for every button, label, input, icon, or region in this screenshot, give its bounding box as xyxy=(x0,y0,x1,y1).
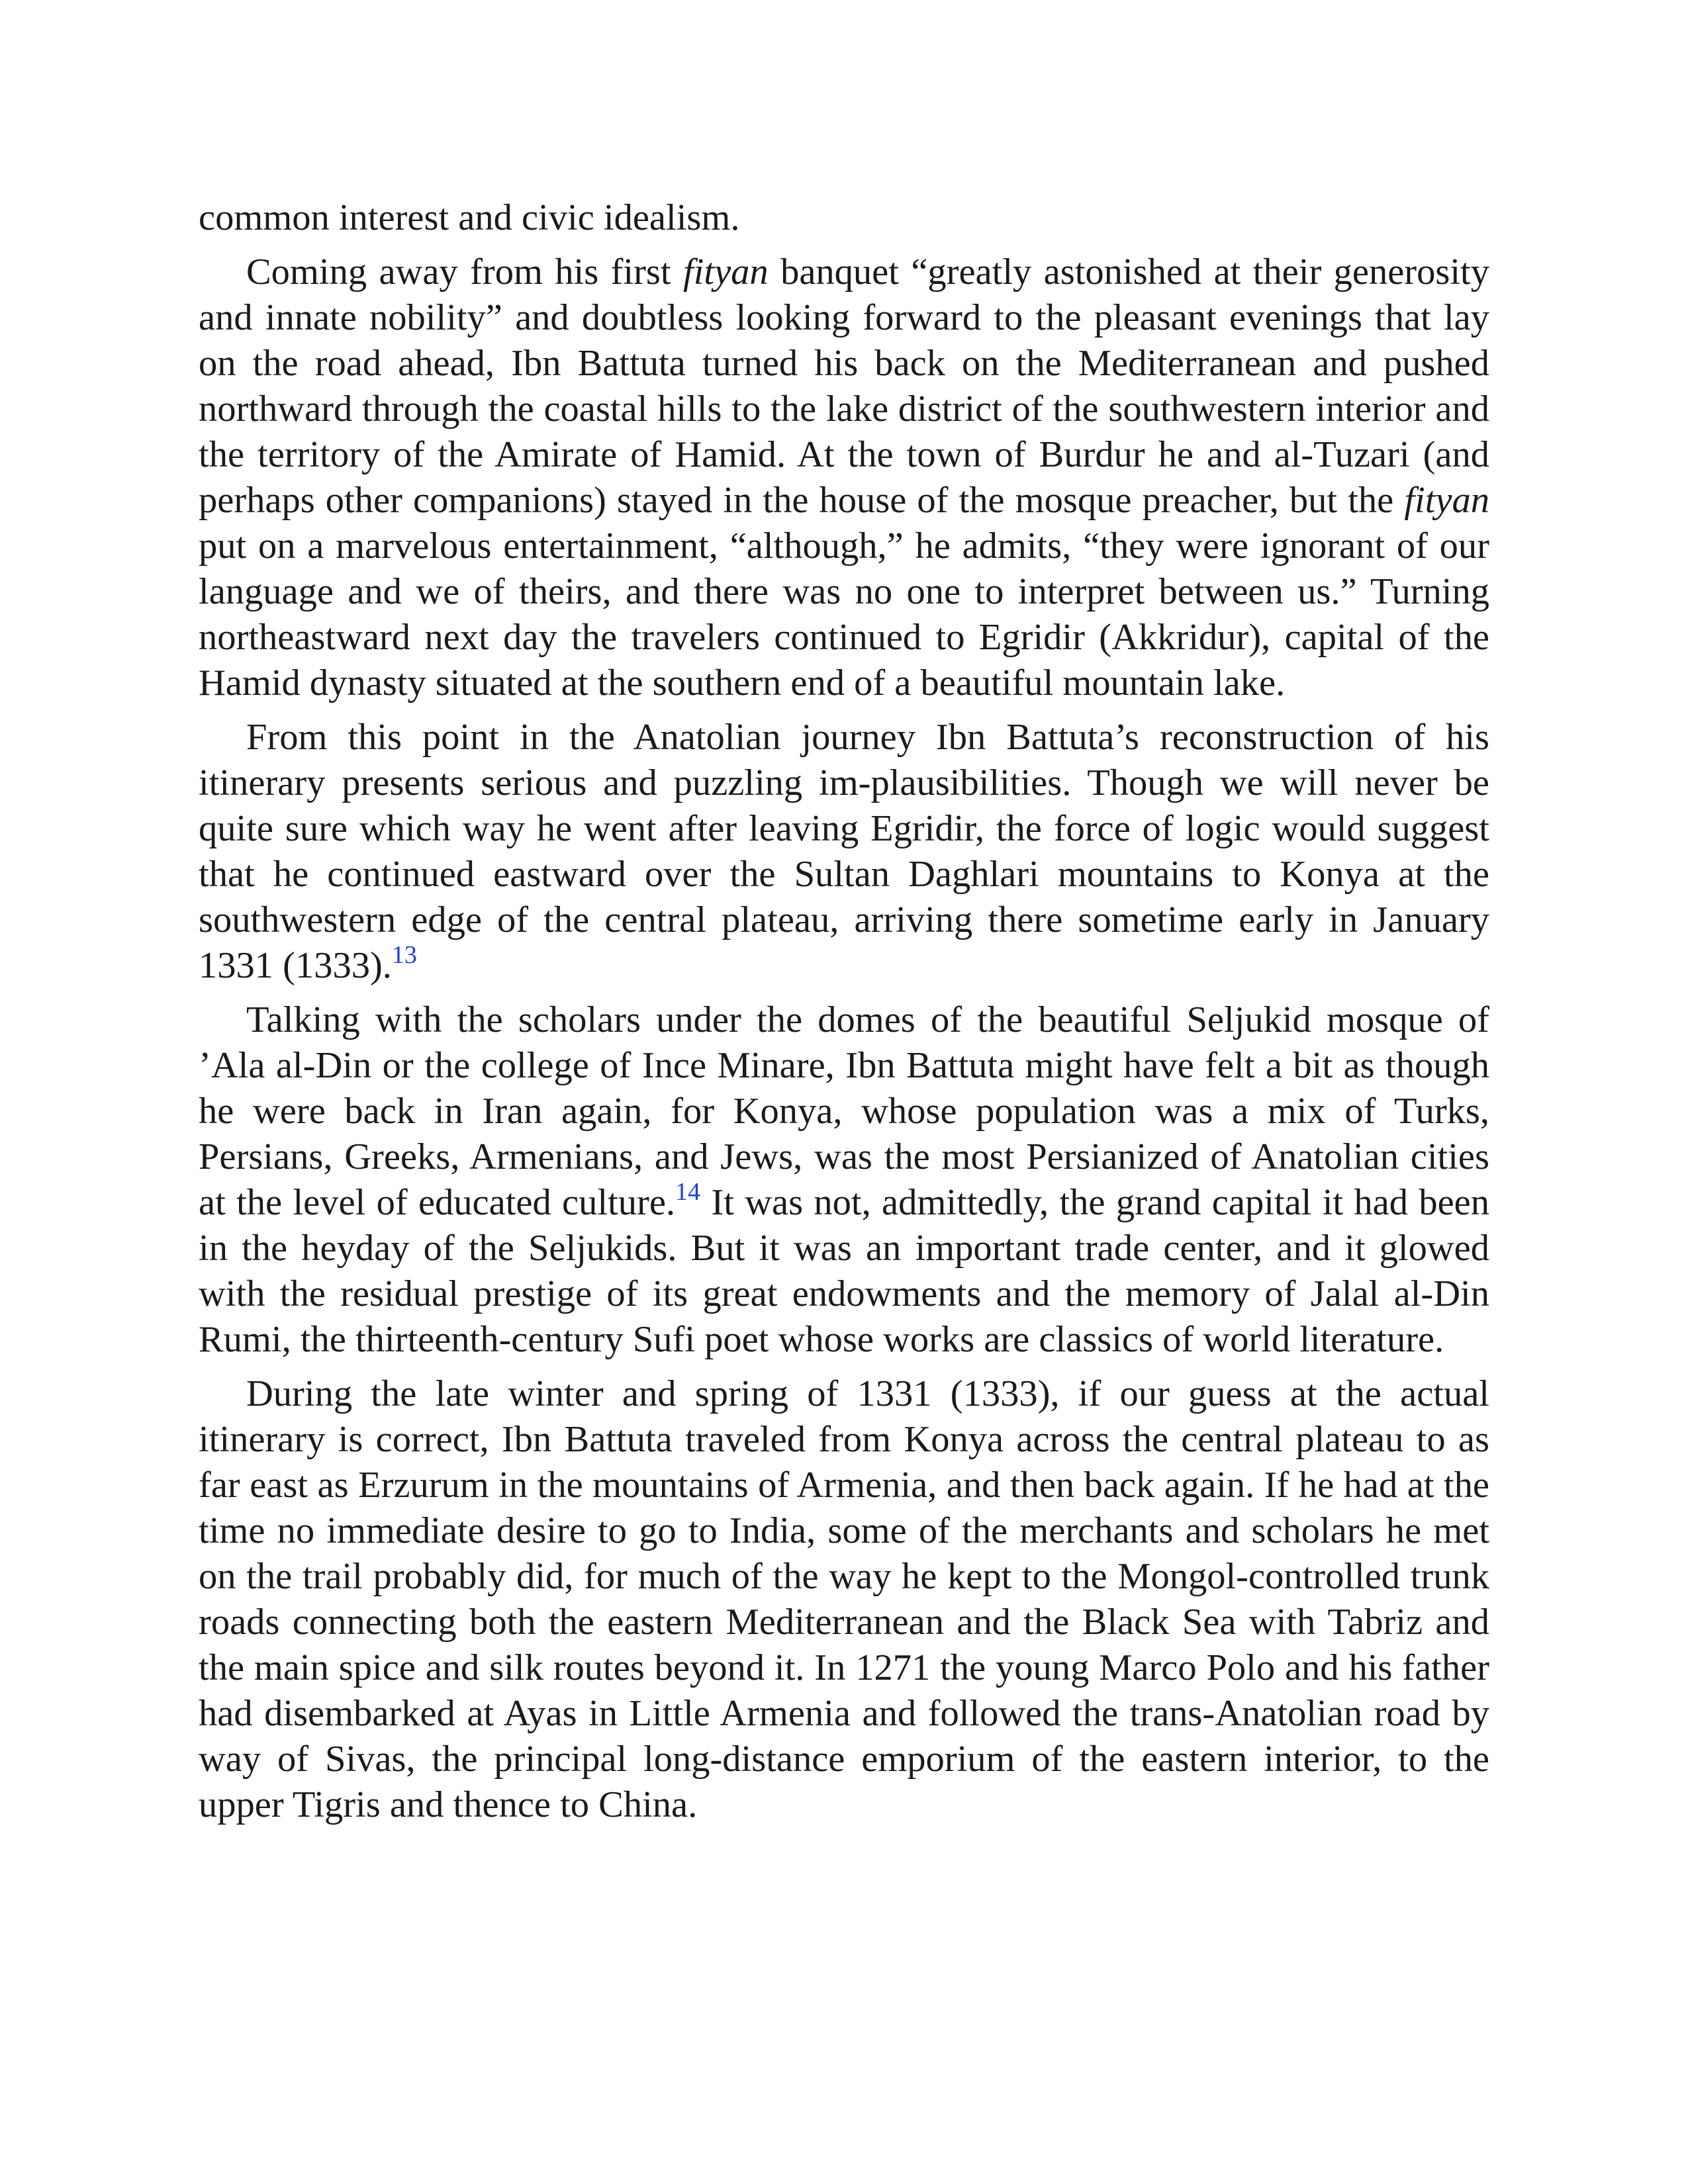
text-run: put on a marvelous entertainment, “although,” he admits, “they were ignorant of our language and we of theirs, and there was no one to interpret between us.” Turning northeastward next day the travelers continued to Egridir (Akkridur), capital of the Hamid dynasty situated at the southern end of a beautiful mountain lake. xyxy=(199,525,1489,704)
page-body-text xyxy=(199,195,1489,1837)
paragraph-fityan-banquet xyxy=(199,250,1489,706)
text-run: Coming away from his first xyxy=(246,251,684,293)
footnote-link-13[interactable]: 13 xyxy=(391,941,417,969)
italic-term: fityan xyxy=(683,251,769,293)
text-run: From this point in the Anatolian journey Ibn Battuta’s reconstruction of his itinerary presents serious and puzzling im-plausibilities. Though we will never be quite sure which way he went after leaving Egridir, the force of logic would suggest that he continued eastward over the Sultan Daghlari mountains to Konya at the southwestern edge of the central plateau, arriving there sometime early in January 1331 (1333). xyxy=(199,717,1489,986)
text-run: Talking with the scholars under the domes of the beautiful Seljukid mosque of ’Ala al-Din or the college of Ince Minare, Ibn Battuta might have felt a bit as though he were back in Iran again, for Konya, whose population was a mix of Turks, Persians, Greeks, Armenians, and Jews, was the most Persianized of Anatolian cities at the level of educated culture. xyxy=(199,999,1489,1223)
text-run: It was not, admittedly, the grand capital it had been in the heyday of the Seljukids. But it was an important trade center, and it glowed with the residual prestige of its great endowments and the memory of Jalal al-Din Rumi, the thirteenth-century Sufi poet whose works are classics of world literature. xyxy=(199,1182,1489,1360)
paragraph-continuation xyxy=(199,195,1489,241)
text-run: common interest and civic idealism. xyxy=(199,197,740,238)
text-run: During the late winter and spring of 1331 (1333), if our guess at the actual itinerary is correct, Ibn Battuta traveled from Konya across the central plateau to as far east as Erzurum in the mountains of Armenia, and then back again. If he had at the time no immediate desire to go to India, some of the merchants and scholars he met on the trail probably did, for much of the way he kept to the Mongol-controlled trunk roads connecting both the eastern Mediterranean and the Black Sea with Tabriz and the main spice and silk routes beyond it. In 1271 the young Marco Polo and his father had disembarked at Ayas in Little Armenia and followed the trans-Anatolian road by way of Sivas, the principal long-distance emporium of the eastern interior, to the upper Tigris and thence to China. xyxy=(199,1373,1489,1825)
paragraph-anatolian-itinerary xyxy=(199,715,1489,989)
text-run: banquet “greatly astonished at their generosity and innate nobility” and doubtless looking forward to the pleasant evenings that lay on the road ahead, Ibn Battuta turned his back on the Mediterranean and pushed northward through the coastal hills to the lake district of the southwestern interior and the territory of the Amirate of Hamid. At the town of Burdur he and al-Tuzari (and perhaps other companions) stayed in the house of the mosque preacher, but the xyxy=(199,251,1490,521)
italic-term: fityan xyxy=(1404,480,1489,521)
paragraph-central-plateau-travel xyxy=(199,1371,1489,1828)
paragraph-konya-scholars xyxy=(199,997,1489,1363)
footnote-link-14[interactable]: 14 xyxy=(675,1178,701,1206)
